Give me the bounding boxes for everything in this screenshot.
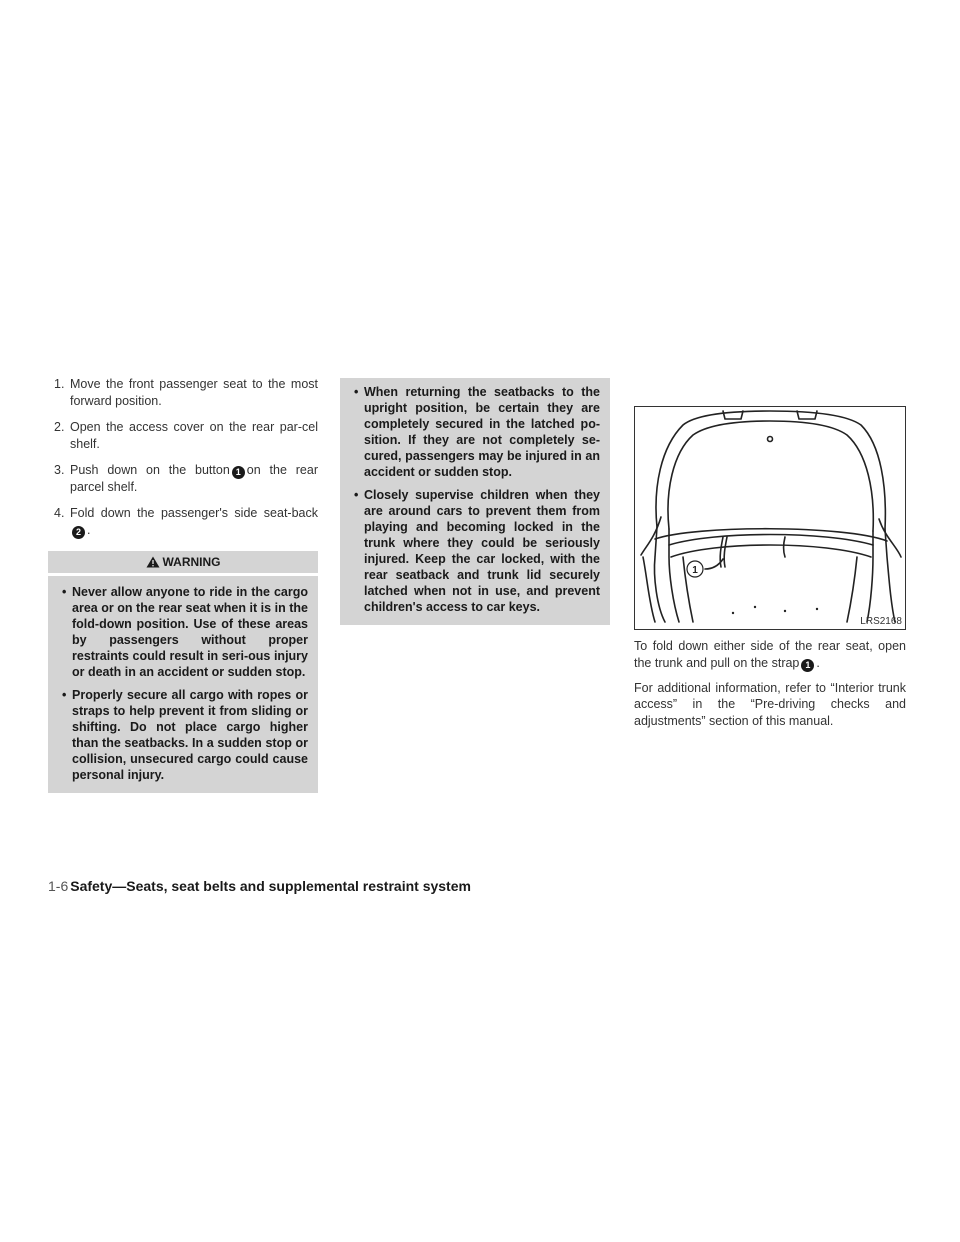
middle-column <box>340 378 610 625</box>
step-3 <box>48 462 318 496</box>
warning-box <box>48 576 318 793</box>
warning-header <box>48 551 318 573</box>
bullet-icon: • <box>354 385 359 399</box>
callout-marker-icon: 2 <box>72 526 85 539</box>
step-1 <box>48 376 318 410</box>
step-text: Move the front passenger seat to the most forward position. <box>70 377 318 408</box>
step-2 <box>48 419 318 453</box>
step-text: Push down on the button <box>70 463 230 477</box>
step-number: 1. <box>54 377 65 391</box>
bullet-icon: • <box>62 585 67 599</box>
warning-text: Closely supervise children when they are around cars to prevent them from playing and becoming locked in the trunk where they could be seriously injured. Keep the car locked, with the rear seatback and trunk lid securely latched when not in use, and prevent children's access to car keys. <box>364 488 600 614</box>
step-text: . <box>87 523 91 537</box>
step-text: Fold down the passenger's side seat-back <box>70 506 318 520</box>
step-text: Open the access cover on the rear par-cel shelf. <box>70 420 318 451</box>
left-column <box>48 376 318 793</box>
step-number: 3. <box>54 463 65 477</box>
trunk-illustration <box>634 406 906 630</box>
reference-paragraph: For additional information, refer to “Interior trunk access” in the “Pre-driving checks and adjustments” section of this manual. <box>634 680 906 728</box>
warning-box-continued <box>340 378 610 625</box>
step-4 <box>48 505 318 539</box>
warning-text: Never allow anyone to ride in the cargo area or on the rear seat when it is in the fold-down position. Use of these areas by passengers without proper restraints could result in seri-ous injury or death in an accident or sudden stop. <box>72 585 308 679</box>
warning-item <box>58 687 308 783</box>
warning-text: When returning the seatbacks to the upright position, be certain they are completely secured in the latched po-sition. If they are not completely se-cured, passengers may be injured in an accident or sudden stop. <box>364 385 600 479</box>
callout-marker-icon: 1 <box>801 659 814 672</box>
page-number: 1-6 <box>48 878 69 894</box>
step-number: 2. <box>54 420 65 434</box>
page-footer <box>48 878 471 894</box>
warning-triangle-icon <box>146 556 160 568</box>
warning-item <box>350 487 600 615</box>
body-paragraph <box>634 638 906 672</box>
figure-callout-number: 1 <box>692 565 698 576</box>
section-title: Safety—Seats, seat belts and supplemental restraint system <box>70 878 471 894</box>
warning-text: Properly secure all cargo with ropes or straps to help prevent it from sliding or shifting. Do not place cargo higher than the seatbacks. In a sudden stop or collision, unsecured cargo could cause personal injury. <box>72 688 308 782</box>
paragraph-text: To fold down either side of the rear seat, open the trunk and pull on the strap <box>634 639 906 670</box>
warning-label: WARNING <box>162 555 221 569</box>
trunk-opening-drawing <box>635 407 905 629</box>
paragraph-text: . <box>816 655 820 670</box>
warning-item <box>58 584 308 680</box>
right-column <box>634 406 906 729</box>
figure-label: LRS2168 <box>860 616 902 627</box>
bullet-icon: • <box>62 688 67 702</box>
warning-item <box>350 384 600 480</box>
step-number: 4. <box>54 506 65 520</box>
bullet-icon: • <box>354 488 359 502</box>
callout-marker-icon: 1 <box>232 466 245 479</box>
step-text: on the rear parcel shelf. <box>70 463 318 494</box>
